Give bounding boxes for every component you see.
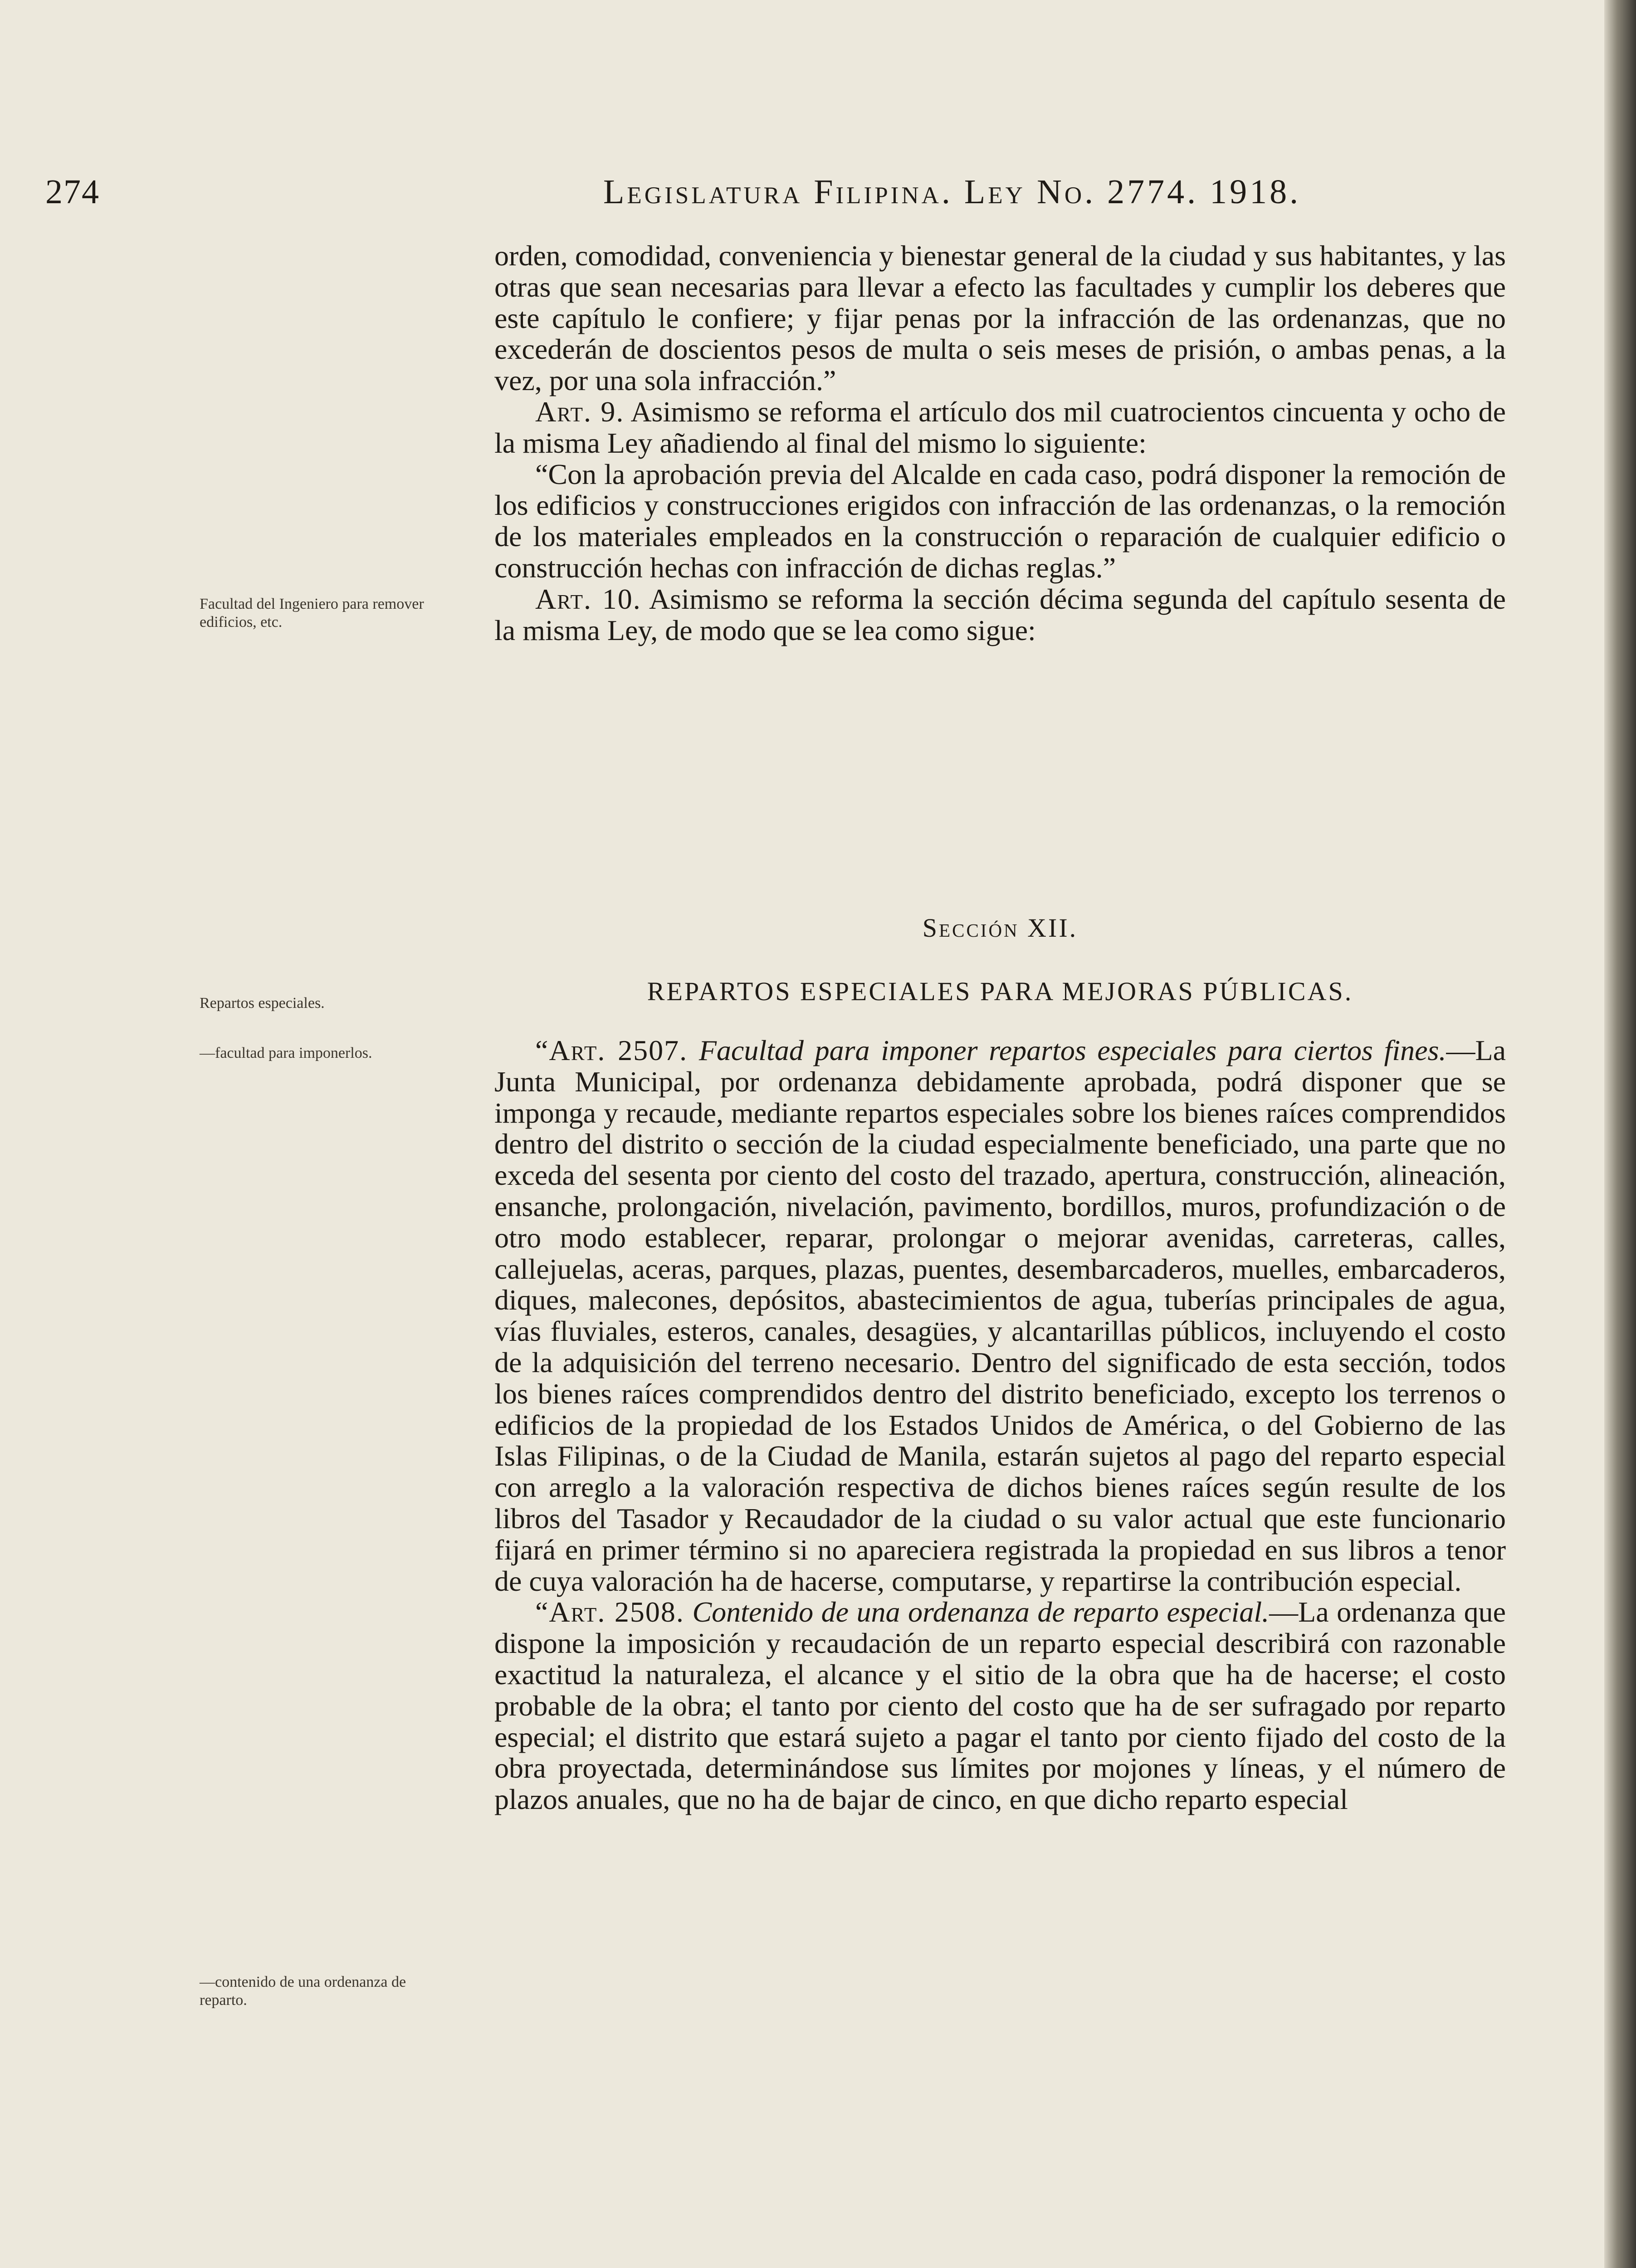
page-number: 274 [45, 173, 100, 211]
article-text: —La Junta Municipal, por ordenanza debidamente aprobada, podrá disponer que se imponga y recaude, mediante repartos especiales sobre los bienes raíces comprendidos dentro del distrito o sección de la ciudad especialmente beneficiado, una parte que no exceda del sesenta por ciento del costo del trazado, apertura, construcción, alineación, ensanche, prolongación, nivelación, pavimento, bordillos, muros, profundización o de otro modo establecer, reparar, prolongar o mejorar avenidas, carreteras, calles, callejuelas, aceras, parques, plazas, puentes, desembarcaderos, muelles, embarcaderos, diques, malecones, depósitos, abastecimientos de agua, tuberías principales de agua, vías fluviales, esteros, canales, desagües, y alcantarillas públicos, incluyendo el costo de la adquisición del terreno necesario. Dentro del significado de esta sección, todos los bienes raíces comprendidos dentro del distrito beneficiado, excepto los terrenos o edificios de la propiedad de los Estados Unidos de América, o del Gobierno de las Islas Filipinas, o de la Ciudad de Manila, estarán sujetos al pago del reparto especial con arreglo a la valoración respectiva de dichos bienes raíces según resulte de los libros del Tasador y Recaudador de la ciudad o su valor actual que este funcionario fijará en primer término si no apareciera registrada la propiedad en sus libros a tenor de cuya valoración ha de hacerse, computarse, y repartirse la contribución especial. [494, 1034, 1506, 1597]
running-head: Legislatura Filipina. Ley No. 2774. 1918. [603, 173, 1301, 211]
paragraph-art-9 [494, 396, 1506, 459]
article-text: —La ordenanza que dispone la imposición y recaudación de un reparto especial describirá con razonable exactitud la naturaleza, el alcance y el sitio de la obra que ha de hacerse; el costo probable de la obra; el tanto por ciento del costo que ha de ser sufragado por reparto especial; el distrito que estará sujeto a pagar el tanto por ciento fijado del costo de la obra proyectada, determinándose sus límites por mojones y líneas, y el número de plazos anuales, que no ha de bajar de cinco, en que dicho reparto especial [494, 1596, 1506, 1816]
paragraph-art-10 [494, 584, 1506, 646]
paragraph-art-2507 [494, 1035, 1506, 1597]
article-label: Art. 10. [535, 582, 641, 615]
paragraph-orden: orden, comodidad, conveniencia y bienestar general de la ciudad y sus habitantes, y las otras que sean necesarias para llevar a efecto las facultades y cumplir los deberes que este capítulo le confiere; y fijar penas por la infracción de las ordenanzas, que no excederán de doscientos pesos de multa o seis meses de prisión, o ambas penas, a la vez, por una sola infracción.” [494, 240, 1506, 397]
section-number: Sección XII. [922, 913, 1078, 943]
article-title: Contenido de una ordenanza de reparto especial. [692, 1596, 1270, 1628]
article-label: Art. 9. [535, 395, 625, 428]
body-text-block-2 [494, 1035, 1506, 1815]
margin-note-facultad-ingeniero: Facultad del Ingeniero para remover edificios, etc. [200, 596, 424, 631]
paragraph-quote-remocion: “Con la aprobación previa del Alcalde en cada caso, podrá disponer la remoción de los edificios y construcciones erigidos con infracción de las ordenanzas, o la remoción de los materiales empleados en la construcción o reparación de cualquier edificio o construcción hechas con infracción de dichas reglas.” [494, 458, 1506, 584]
margin-note-contenido-ordenanza: —contenido de una ordenanza de reparto. [200, 1974, 406, 2009]
page-header [0, 163, 1497, 218]
paragraph-art-2508 [494, 1597, 1506, 1815]
article-label: “Art. 2507. [535, 1034, 688, 1066]
section-title: REPARTOS ESPECIALES PARA MEJORAS PÚBLICAS. [647, 977, 1353, 1006]
article-text: Asimismo se reforma el artículo dos mil cuatrocientos cincuenta y ocho de la misma Ley añadiendo al final del mismo lo siguiente: [494, 395, 1506, 459]
body-text-block-1 [494, 240, 1506, 646]
margin-note-repartos-especiales: Repartos especiales. [200, 995, 325, 1012]
article-title: Facultad para imponer repartos especiales para ciertos fines. [698, 1034, 1446, 1066]
page-binding-edge [1604, 0, 1636, 2268]
article-text: Asimismo se reforma la sección décima segunda del capítulo sesenta de la misma Ley, de modo que se lea como sigue: [494, 582, 1506, 646]
article-label: “Art. 2508. [535, 1596, 684, 1628]
margin-note-facultad-imponer: —facultad para imponerlos. [200, 1045, 372, 1061]
